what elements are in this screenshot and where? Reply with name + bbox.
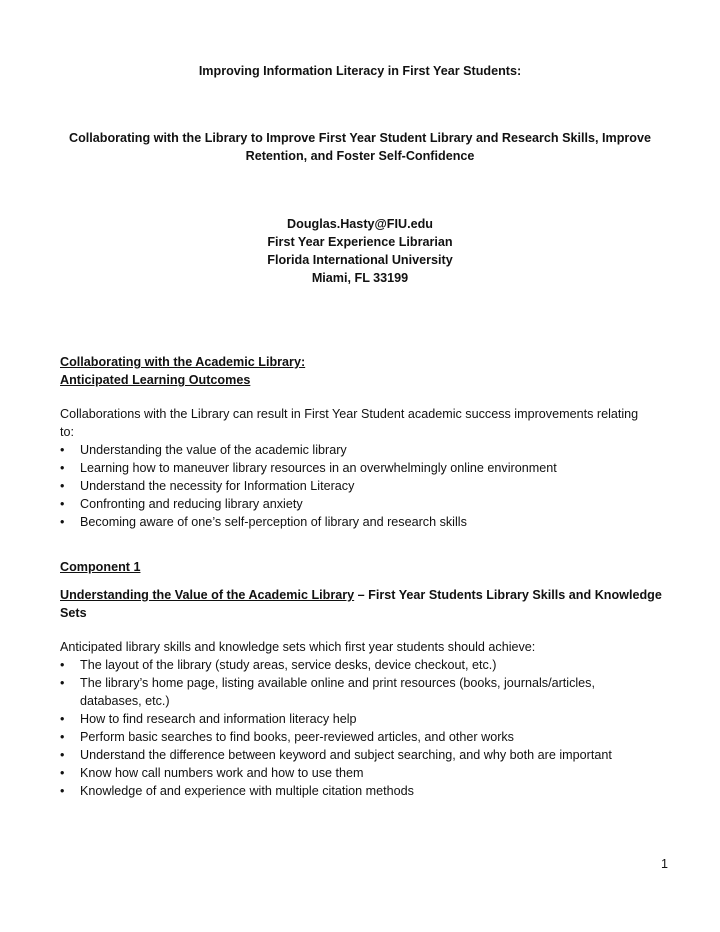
author-location: Miami, FL 33199 <box>311 271 409 285</box>
section-intro-line-1: Collaborations with the Library can result in First Year Student academic success improvements relating <box>60 407 639 421</box>
section-intro-line-2: to: <box>60 425 75 439</box>
list-item: • Confronting and reducing library anxiety <box>60 495 670 513</box>
list-item: • Understanding the value of the academic library <box>60 441 670 459</box>
section-heading-line-1: Collaborating with the Academic Library: <box>60 355 306 369</box>
component-label: Component 1 <box>60 560 141 574</box>
section-heading-line-2: Anticipated Learning Outcomes <box>60 373 251 387</box>
component-heading <box>60 586 670 622</box>
author-role: First Year Experience Librarian <box>267 235 453 249</box>
list-item: • How to find research and information literacy help <box>60 710 670 728</box>
list-item: • Perform basic searches to find books, peer-reviewed articles, and other works <box>60 728 670 746</box>
document-title: Improving Information Literacy in First Year Students: <box>198 64 522 78</box>
component-heading-line-1 <box>60 586 670 604</box>
list-item-text: The library’s home page, listing available online and print resources (books, journals/articles, <box>80 676 595 690</box>
author-email: Douglas.Hasty@FIU.edu <box>287 217 433 231</box>
section-intro <box>60 405 670 441</box>
list-item-continuation: databases, etc.) <box>80 694 170 708</box>
list-item <box>60 674 670 710</box>
outcomes-list <box>60 441 670 531</box>
component-heading-line-2: Sets <box>60 606 87 620</box>
skills-list <box>60 656 670 800</box>
author-block <box>40 215 680 287</box>
author-institution: Florida International University <box>267 253 453 267</box>
page-number: 1 <box>660 857 668 871</box>
list-item: • The layout of the library (study areas, service desks, device checkout, etc.) <box>60 656 670 674</box>
list-item: • Understand the necessity for Information Literacy <box>60 477 670 495</box>
component-heading-link-text: Understanding the Value of the Academic Library <box>60 588 355 602</box>
list-item: • Becoming aware of one’s self-perception of library and research skills <box>60 513 670 531</box>
section-heading <box>60 353 670 389</box>
list-item: • Knowledge of and experience with multiple citation methods <box>60 782 670 800</box>
subtitle-line-2: Retention, and Foster Self-Confidence <box>245 149 475 163</box>
component-heading-rest: – First Year Students Library Skills and Knowledge <box>354 588 662 602</box>
component-intro: Anticipated library skills and knowledge sets which first year students should achieve: <box>60 640 536 654</box>
document-subtitle <box>40 129 680 165</box>
list-item: • Learning how to maneuver library resources in an overwhelmingly online environment <box>60 459 670 477</box>
list-item: • Know how call numbers work and how to use them <box>60 764 670 782</box>
list-item: • Understand the difference between keyword and subject searching, and why both are important <box>60 746 670 764</box>
subtitle-line-1: Collaborating with the Library to Improve First Year Student Library and Research Skills, Improve <box>68 131 652 145</box>
